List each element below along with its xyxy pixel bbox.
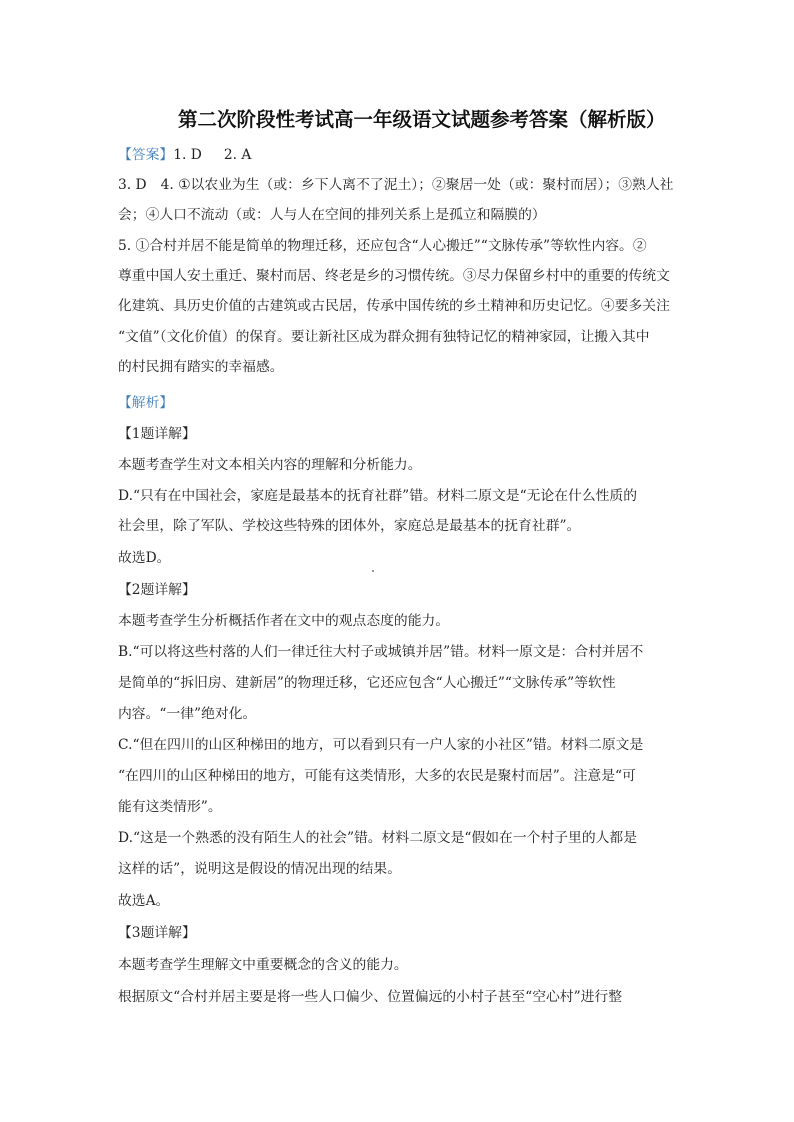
q1-line: D.“只有在中国社会，家庭是最基本的抚育社群”错。材料二原文是“无论在什么性质的 [118, 488, 638, 504]
q1-detail-header: 【1题详解】 [118, 426, 196, 442]
answer-label: 【答案】 [118, 147, 174, 163]
answer-q5-line: 5. ①合村并居不能是简单的物理迁移，还应包含“人心搬迁”“文脉传承”等软性内容。② [118, 238, 647, 254]
q2-detail-header: 【2题详解】 [118, 582, 196, 598]
q1-conclusion: 故选D。 [118, 550, 171, 566]
q2-line: D.“这是一个熟悉的没有陌生人的社会”错。材料二原文是“假如在一个村子里的人都是 [118, 830, 638, 846]
answer-row-2 [118, 175, 673, 195]
q2-line: 内容。“一律”绝对化。 [118, 706, 257, 722]
q2-line: C.“但在四川的山区种梯田的地方，可以看到只有一户人家的小社区”错。材料二原文是 [118, 737, 644, 753]
answer-q5-line: “文值”（文化价值）的保育。要让新社区成为群众拥有独特记忆的精神家园，让搬入其中 [118, 329, 650, 345]
scan-speck [372, 570, 374, 572]
answer-q4-line1: 4. ①以农业为生（或：乡下人离不了泥土）；②聚居一处（或：聚村而居）；③熟人社 [160, 177, 674, 193]
q2-line: “在四川的山区种梯田的地方，可能有这类情形，大多的农民是聚村而居”。注意是“可 [118, 768, 636, 784]
q1-line: 社会里，除了军队、学校这些特殊的团体外，家庭总是最基本的抚育社群”。 [118, 518, 581, 534]
analysis-label: 【解析】 [118, 395, 174, 411]
q2-conclusion: 故选A。 [118, 893, 170, 909]
answer-q5-line: 化建筑、具历史价值的古建筑或古民居，传承中国传统的乡土精神和历史记忆。④要多关注 [118, 298, 670, 314]
page-title: 第二次阶段性考试高一年级语文试题参考答案（解析版） [178, 108, 666, 131]
answer-q2: 2. A [223, 147, 252, 163]
q1-intro: 本题考查学生对文本相关内容的理解和分析能力。 [118, 457, 422, 473]
q3-intro: 本题考查学生理解文中重要概念的含义的能力。 [118, 957, 408, 973]
q2-line: B.“可以将这些村落的人们一律迁往大村子或城镇并居”错。材料一原文是：合村并居不 [118, 644, 644, 660]
answer-q5-line: 的村民拥有踏实的幸福感。 [118, 359, 284, 375]
answer-q5-line: 尊重中国人安土重迁、聚村而居、终老是乡的习惯传统。③尽力保留乡村中的重要的传统文 [118, 268, 670, 284]
answer-q3: 3. D [118, 177, 147, 193]
q3-detail-header: 【3题详解】 [118, 925, 196, 941]
q2-intro: 本题考查学生分析概括作者在文中的观点态度的能力。 [118, 613, 450, 629]
q2-line: 是简单的“拆旧房、建新居”的物理迁移，它还应包含“人心搬迁”“文脉传承”等软性 [118, 675, 616, 691]
q3-line: 根据原文“合村并居主要是将一些人口偏少、位置偏远的小村子甚至“空心村”进行整 [118, 989, 623, 1005]
answer-q4-line2: 会；④人口不流动（或：人与人在空间的排列关系上是孤立和隔膜的） [118, 207, 546, 223]
q2-line: 能有这类情形”。 [118, 799, 222, 815]
answer-row-1 [118, 145, 251, 165]
answer-q1: 1. D [173, 147, 202, 163]
q2-line: 这样的话”，说明这是假设的情况出现的结果。 [118, 861, 401, 877]
